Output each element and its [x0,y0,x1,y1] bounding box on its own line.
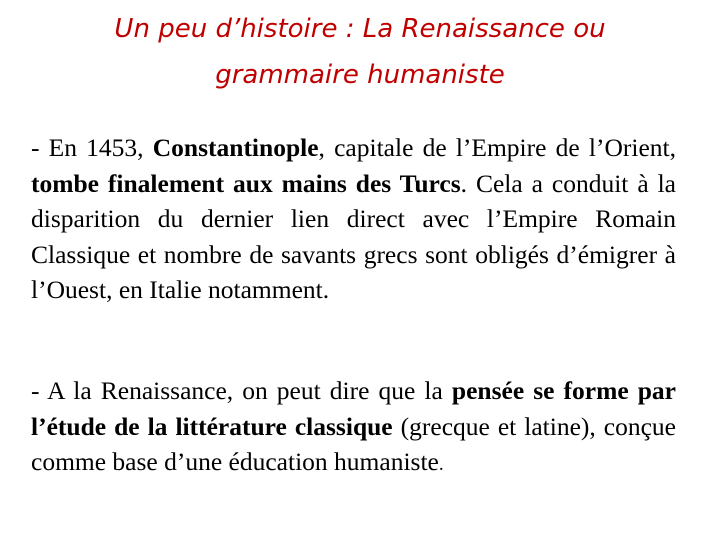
title-line-2: grammaire humaniste [215,60,505,90]
p2-bold-pensee: pensée se forme par l’étude de la littérature classique [31,376,677,441]
p1-bold-turcs: tombe finalement aux mains des Turcs [31,168,461,198]
title-line-1: Un peu d’histoire : La Renaissance ou [114,14,606,44]
p1-bold-constantinople: Constantinople [152,133,319,162]
paragraph-renaissance [31,373,676,483]
p2-text-1: - A la Renaissance, on peut dire que la [31,376,452,405]
paragraph-constantinople [31,130,676,308]
p1-text-1: - En 1453, [31,133,153,162]
slide-title [40,6,680,98]
p2-text-2: (grecque et latine), conçue comme base d’une éducation humaniste [31,411,676,476]
p2-period: . [438,454,444,475]
p1-text-3: . Cela a conduit à la disparition du dernier lien direct avec l’Empire Romain Classique et nombre de savants grecs sont obligés d’émigrer à l’Ouest, en Italie notamment. [31,168,676,304]
p1-text-2: , capitale de l’Empire de l’Orient, [318,133,676,162]
